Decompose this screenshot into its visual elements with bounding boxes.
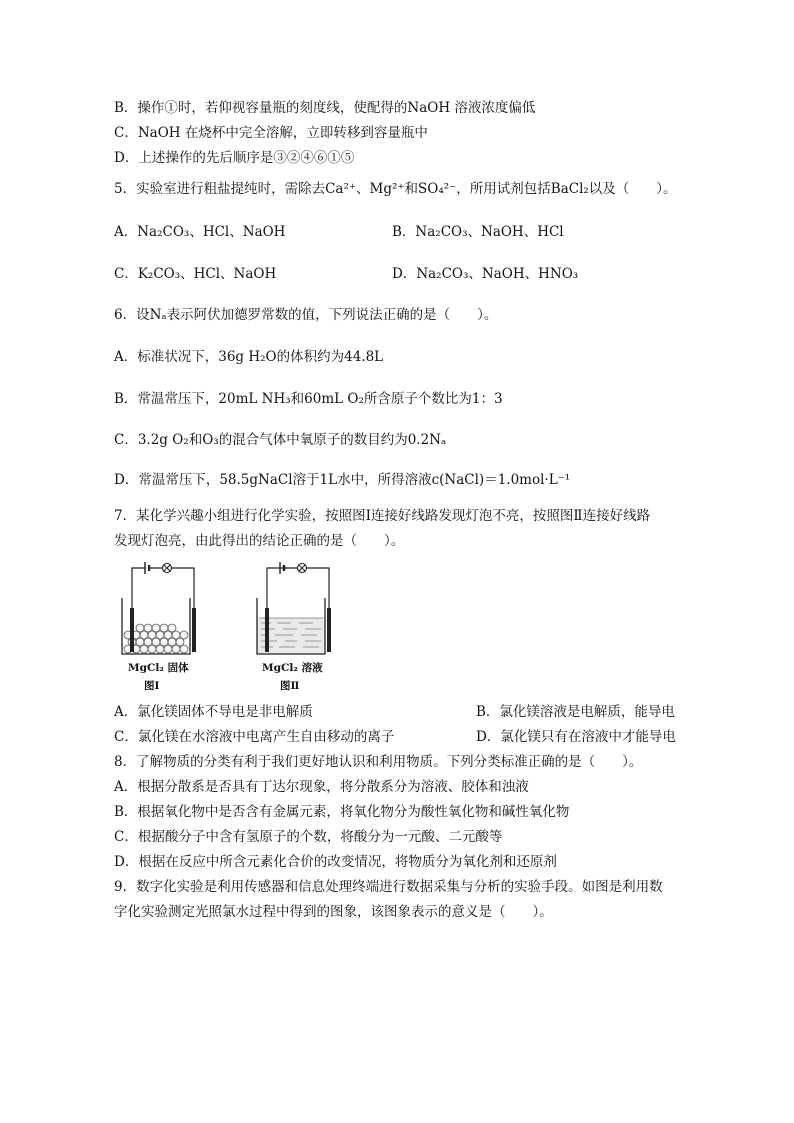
- q9-stem-line1: 9．数字化实验是利用传感器和信息处理终端进行数据采集与分析的实验手段。如图是利用数: [114, 879, 663, 895]
- q7-stem-line2: 发现灯泡亮，由此得出的结论正确的是（ ）。: [114, 533, 405, 549]
- q7-option-d: D．氯化镁只有在溶液中才能导电: [476, 729, 676, 745]
- figure-2-solution-circuit: [247, 556, 337, 661]
- q9-stem-line2: 字化实验测定光照氯水过程中得到的图象，该图象表示的意义是（ ）。: [114, 904, 553, 920]
- figure-2-label: MgCl₂ 溶液: [262, 662, 323, 674]
- figure-2-title: 图Ⅱ: [280, 680, 300, 692]
- q5-stem: 5．实验室进行粗盐提纯时，需除去Ca²⁺、Mg²⁺和SO₄²⁻，所用试剂包括BaCl₂以及（ ）。: [114, 181, 677, 197]
- q4-option-c: C．NaOH 在烧杯中完全溶解，立即转移到容量瓶中: [114, 125, 428, 141]
- figure-1-label: MgCl₂ 固体: [128, 662, 189, 674]
- q8-option-c: C．根据酸分子中含有氢原子的个数，将酸分为一元酸、二元酸等: [114, 829, 503, 845]
- q8-option-d: D．根据在反应中所含元素化合价的改变情况，将物质分为氧化剂和还原剂: [114, 854, 557, 870]
- q8-option-b: B．根据氧化物中是否含有金属元素，将氧化物分为酸性氧化物和碱性氧化物: [114, 804, 570, 820]
- q5-option-b: B．Na₂CO₃、NaOH、HCl: [392, 224, 564, 240]
- q5-option-a: A．Na₂CO₃、HCl、NaOH: [114, 224, 286, 240]
- q8-stem: 8．了解物质的分类有利于我们更好地认识和利用物质。下列分类标准正确的是（ ）。: [114, 754, 643, 770]
- figure-1-title: 图Ⅰ: [144, 680, 160, 692]
- figure-1-solid-circuit: [112, 556, 202, 661]
- q7-option-c: C．氯化镁在水溶液中电离产生自由移动的离子: [114, 729, 395, 745]
- q6-option-b: B．常温常压下，20mL NH₃和60mL O₂所含原子个数比为1：3: [114, 391, 503, 407]
- q7-option-a: A．氯化镁固体不导电是非电解质: [114, 704, 313, 720]
- q8-option-a: A．根据分散系是否具有丁达尔现象，将分散系分为溶液、胶体和浊液: [114, 779, 529, 795]
- q4-option-d: D．上述操作的先后顺序是③②④⑥①⑤: [114, 150, 355, 166]
- q5-option-d: D．Na₂CO₃、NaOH、HNO₃: [392, 266, 579, 282]
- q6-option-d: D．常温常压下，58.5gNaCl溶于1L水中，所得溶液c(NaCl)＝1.0mol·L⁻¹: [114, 472, 571, 488]
- q7-option-b: B．氯化镁溶液是电解质，能导电: [476, 704, 675, 720]
- q6-option-a: A．标准状况下，36g H₂O的体积约为44.8L: [114, 349, 384, 365]
- q4-option-b: B．操作①时，若仰视容量瓶的刻度线，使配得的NaOH 溶液浓度偏低: [114, 100, 536, 116]
- q5-option-c: C．K₂CO₃、HCl、NaOH: [114, 266, 277, 282]
- q7-stem-line1: 7．某化学兴趣小组进行化学实验，按照图Ⅰ连接好线路发现灯泡不亮，按照图Ⅱ连接好线路: [114, 508, 651, 524]
- q6-option-c: C．3.2g O₂和O₃的混合气体中氧原子的数目约为0.2Nₐ: [114, 432, 447, 448]
- q6-stem: 6．设Nₐ表示阿伏加德罗常数的值，下列说法正确的是（ ）。: [114, 307, 498, 323]
